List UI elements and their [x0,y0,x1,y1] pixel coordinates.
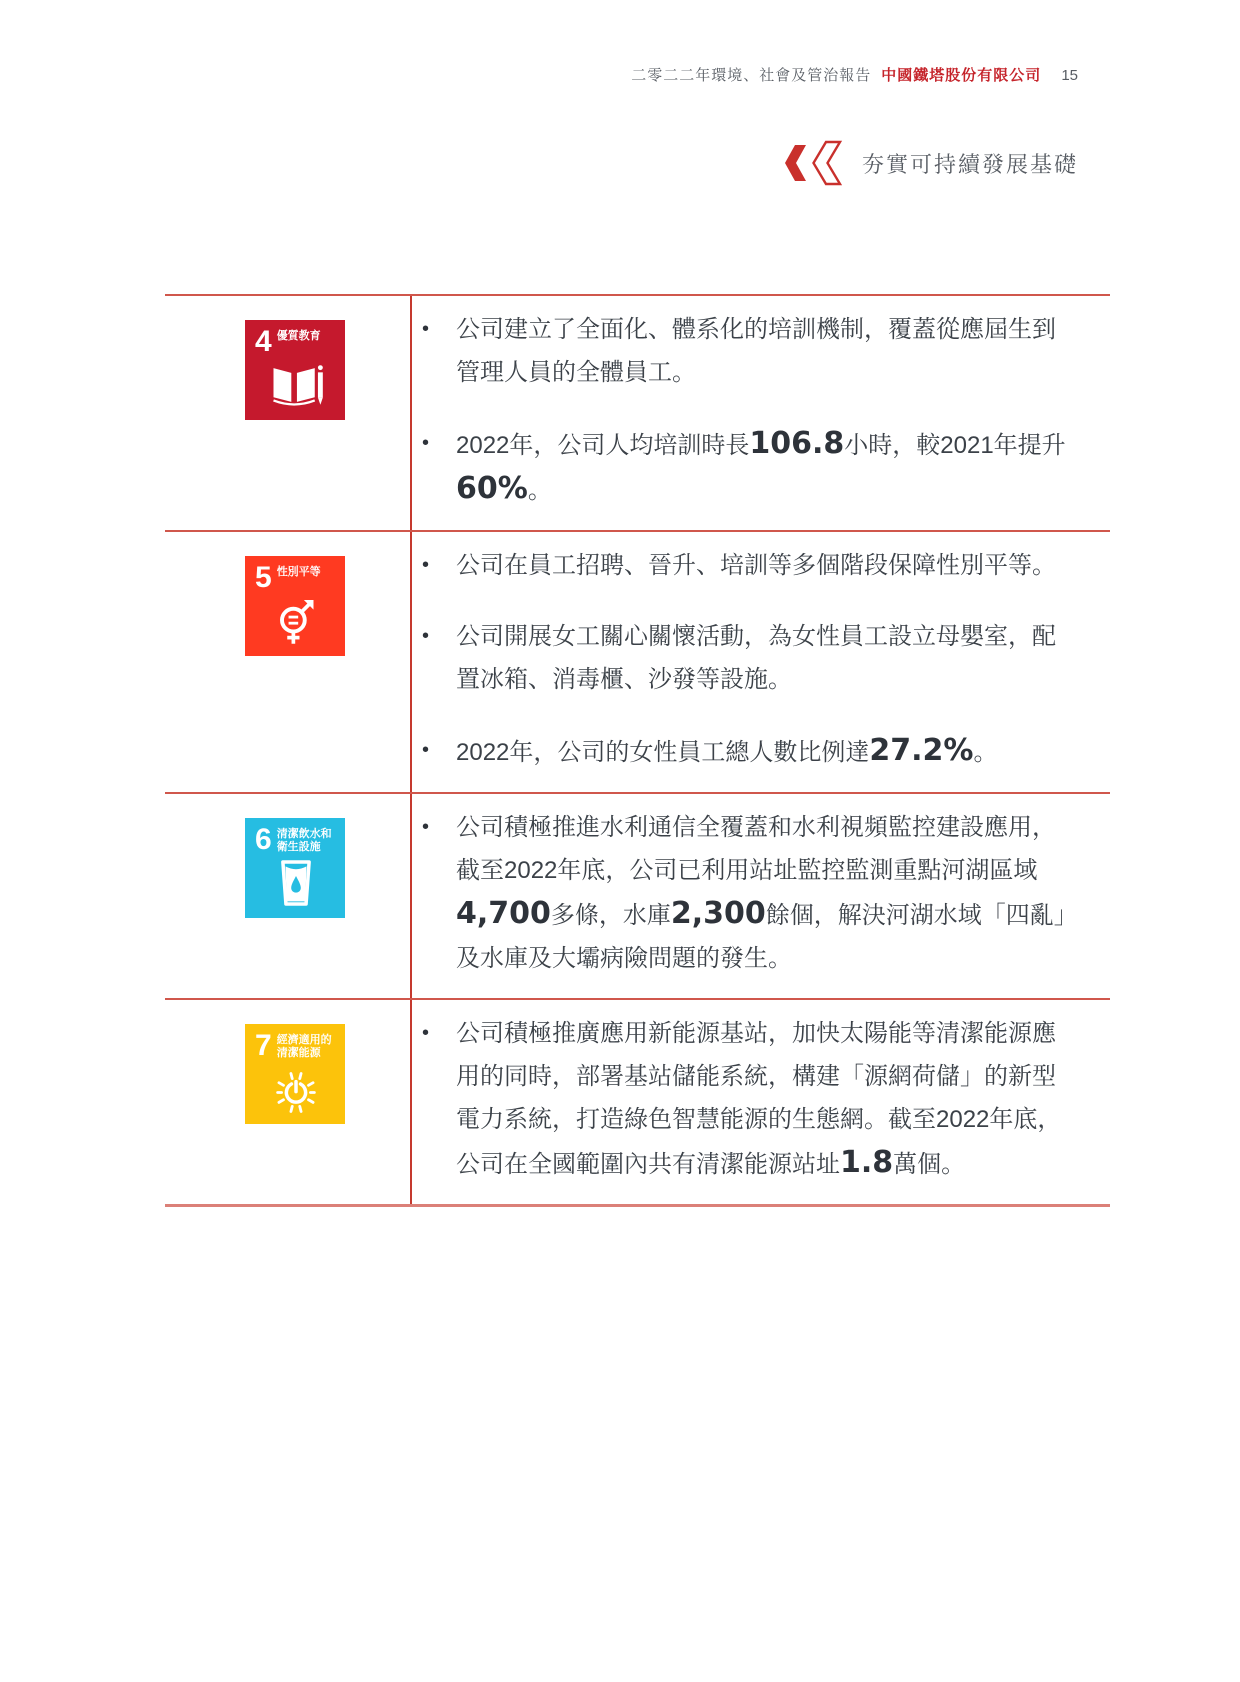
sdg-label: 優質教育 [276,330,321,342]
sun-energy-icon [266,1061,326,1117]
bullet-text: 公司在員工招聘、晉升、培訓等多個階段保障性別平等。 [456,552,1056,579]
bullet-dot-icon: • [422,432,430,454]
bullet-item [422,806,1078,980]
sdg-number: 4 [255,325,271,358]
bullet-item [422,729,1078,774]
bullet-dot-icon: • [422,554,430,576]
bullet-text: 2022年，公司人均培訓時長106.8小時，較2021年提升60%。 [456,426,1066,506]
sdg-number: 5 [255,561,271,594]
sdg-label: 清潔飲水和衛生設施 [276,828,332,853]
bullet-dot-icon: • [422,318,430,340]
sdg-icon-6 [245,818,345,918]
sdg-text-cell [410,1000,1110,1204]
gender-equality-icon [266,593,326,649]
bullet-dot-icon: • [422,739,430,761]
company-name: 中國鐵塔股份有限公司 [881,67,1042,84]
page-header [631,64,1078,85]
sdg-icon-4 [245,320,345,420]
chevron-left-solid-icon [785,145,806,181]
bullet-item [422,1012,1078,1186]
sdg-text-cell [410,532,1110,792]
sdg-icon-7 [245,1024,345,1124]
sdg-icon-header [255,1029,337,1062]
page-number: 15 [1061,67,1078,84]
sdg-text-cell [410,296,1110,530]
bullet-text: 公司開展女工關心關懷活動，為女性員工設立母嬰室，配置冰箱、消毒櫃、沙發等設施。 [456,623,1056,693]
section-heading [782,140,1078,186]
sdg-row [165,530,1110,792]
sdg-number: 6 [255,823,271,856]
sdg-row [165,998,1110,1204]
bullet-dot-icon: • [422,816,430,838]
bullet-text: 公司積極推進水利通信全覆蓋和水利視頻監控建設應用，截至2022年底，公司已利用站址監控監測重點河湖區域4,700多條，水庫2,300餘個，解決河湖水域「四亂」及水庫及大壩病險問題的發生。 [456,814,1078,972]
section-title: 夯實可持續發展基礎 [861,151,1078,177]
sdg-glyph-wrap [255,855,337,911]
sdg-label: 經濟適用的清潔能源 [276,1034,332,1059]
sdg-icon-cell [165,794,410,998]
bullet-text: 2022年，公司的女性員工總人數比例達27.2%。 [456,733,998,768]
chevron-left-outline-icon [813,142,840,184]
sdg-table [165,294,1110,1207]
bullet-dot-icon: • [422,625,430,647]
sdg-icon-cell [165,532,410,792]
report-title: 二零二二年環境、社會及管治報告 [631,67,872,84]
bullet-item [422,544,1078,587]
bullet-item [422,615,1078,701]
bullet-dot-icon: • [422,1022,430,1044]
sdg-icon-5 [245,556,345,656]
bullet-item [422,308,1078,394]
bullet-text: 公司積極推廣應用新能源基站，加快太陽能等清潔能源應用的同時，部署基站儲能系統，構建「源網荷儲」的新型電力系統，打造綠色智慧能源的生態網。截至2022年底，公司在全國範圍內共有清潔能源站址1.8萬個。 [456,1020,1062,1180]
sdg-icon-header [255,823,337,856]
book-and-pencil-icon [266,357,326,413]
sdg-number: 7 [255,1029,271,1062]
bullet-text: 公司建立了全面化、體系化的培訓機制，覆蓋從應屆生到管理人員的全體員工。 [456,316,1056,386]
sdg-glyph-wrap [255,593,337,649]
sdg-row [165,792,1110,998]
sdg-icon-header [255,561,337,594]
sdg-text-cell [410,794,1110,998]
sdg-glyph-wrap [255,357,337,413]
sdg-icon-cell [165,1000,410,1204]
sdg-icon-header [255,325,337,358]
chevron-left-marker-icon [782,140,846,186]
sdg-icon-cell [165,296,410,530]
sdg-row [165,294,1110,530]
bullet-item [422,422,1078,512]
water-glass-icon [266,855,326,911]
sdg-glyph-wrap [255,1061,337,1117]
sdg-label: 性別平等 [276,566,321,578]
